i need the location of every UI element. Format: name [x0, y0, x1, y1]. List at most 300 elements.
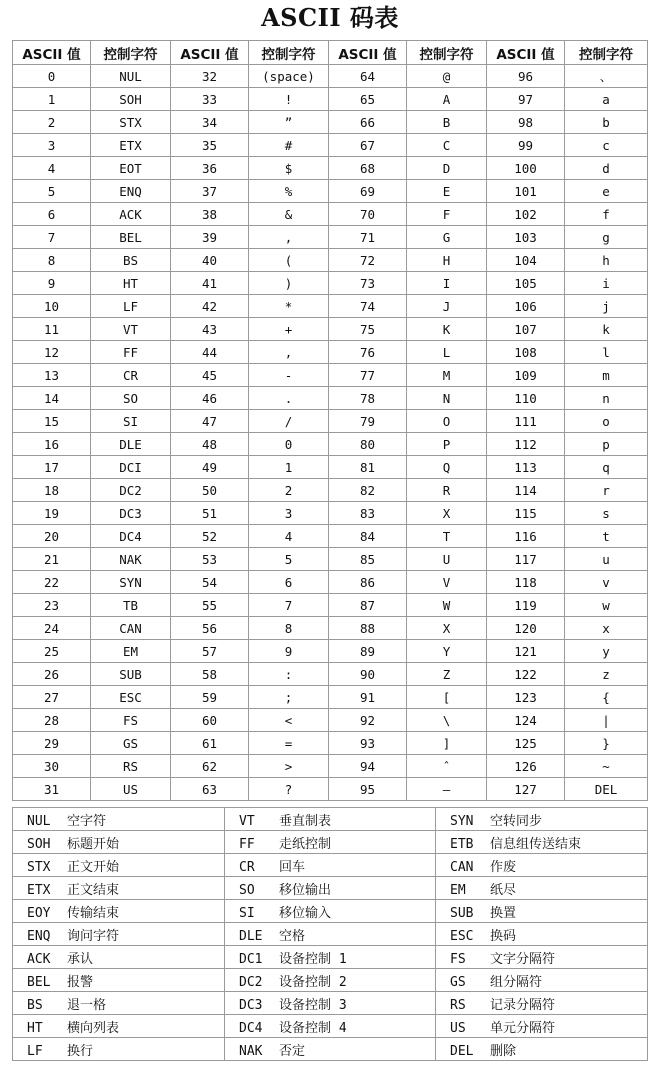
table-row [13, 364, 648, 387]
ascii-value-cell: 61 [171, 732, 249, 755]
character-cell: ” [249, 111, 329, 134]
legend-item [225, 1015, 436, 1038]
table-row [13, 111, 648, 134]
ascii-value-cell: 71 [329, 226, 407, 249]
character-cell: j [565, 295, 648, 318]
table-row [13, 525, 648, 548]
ascii-value-cell: 6 [13, 203, 91, 226]
ascii-value-cell: 79 [329, 410, 407, 433]
character-cell: SOH [91, 88, 171, 111]
ascii-value-cell: 48 [171, 433, 249, 456]
character-cell: SUB [91, 663, 171, 686]
legend-code: EOY [27, 905, 51, 921]
ascii-value-cell: 43 [171, 318, 249, 341]
ascii-value-cell: 2 [13, 111, 91, 134]
table-row [13, 134, 648, 157]
ascii-value-cell: 41 [171, 272, 249, 295]
legend-description: 承认 [67, 951, 94, 967]
character-cell: @ [407, 65, 487, 88]
character-cell: z [565, 663, 648, 686]
character-cell: C [407, 134, 487, 157]
character-cell: x [565, 617, 648, 640]
ascii-value-cell: 40 [171, 249, 249, 272]
ascii-value-cell: 14 [13, 387, 91, 410]
ascii-value-cell: 84 [329, 525, 407, 548]
character-cell: Y [407, 640, 487, 663]
character-cell: DLE [91, 433, 171, 456]
character-cell: h [565, 249, 648, 272]
ascii-value-cell: 119 [487, 594, 565, 617]
ascii-value-cell: 59 [171, 686, 249, 709]
ascii-value-cell: 52 [171, 525, 249, 548]
character-cell: CR [91, 364, 171, 387]
legend-description: 删除 [490, 1043, 517, 1059]
ascii-value-cell: 17 [13, 456, 91, 479]
ascii-value-cell: 106 [487, 295, 565, 318]
character-cell: { [565, 686, 648, 709]
table-row [13, 709, 648, 732]
legend-code: ACK [27, 951, 51, 967]
character-cell: STX [91, 111, 171, 134]
ascii-value-cell: 35 [171, 134, 249, 157]
ascii-value-cell: 12 [13, 341, 91, 364]
character-cell: V [407, 571, 487, 594]
header-control-char: 控制字符 [91, 41, 171, 65]
character-cell: . [249, 387, 329, 410]
ascii-value-cell: 54 [171, 571, 249, 594]
character-cell: SO [91, 387, 171, 410]
legend-description: 垂直制表 [279, 813, 332, 829]
legend-table [12, 807, 648, 1061]
character-cell: B [407, 111, 487, 134]
character-cell: N [407, 387, 487, 410]
legend-description: 文字分隔符 [490, 951, 556, 967]
ascii-value-cell: 21 [13, 548, 91, 571]
ascii-value-cell: 26 [13, 663, 91, 686]
legend-item [225, 808, 436, 831]
ascii-value-cell: 109 [487, 364, 565, 387]
ascii-value-cell: 47 [171, 410, 249, 433]
character-cell: ACK [91, 203, 171, 226]
ascii-value-cell: 87 [329, 594, 407, 617]
ascii-value-cell: 10 [13, 295, 91, 318]
character-cell: L [407, 341, 487, 364]
legend-description: 设备控制 3 [279, 997, 347, 1013]
character-cell: } [565, 732, 648, 755]
character-cell: a [565, 88, 648, 111]
legend-description: 移位输出 [279, 882, 332, 898]
character-cell: H [407, 249, 487, 272]
ascii-value-cell: 27 [13, 686, 91, 709]
table-row [13, 203, 648, 226]
ascii-value-cell: 93 [329, 732, 407, 755]
legend-description: 设备控制 2 [279, 974, 347, 990]
character-cell: P [407, 433, 487, 456]
ascii-value-cell: 114 [487, 479, 565, 502]
legend-code: ETX [27, 882, 51, 898]
character-cell: > [249, 755, 329, 778]
header-control-char: 控制字符 [407, 41, 487, 65]
legend-code: DLE [239, 928, 263, 944]
legend-item [225, 946, 436, 969]
character-cell: , [249, 341, 329, 364]
ascii-value-cell: 118 [487, 571, 565, 594]
legend-row [13, 808, 648, 831]
legend-code: ETB [450, 836, 474, 852]
character-cell: G [407, 226, 487, 249]
ascii-value-cell: 4 [13, 157, 91, 180]
legend-code: SO [239, 882, 255, 898]
legend-row [13, 854, 648, 877]
ascii-value-cell: 51 [171, 502, 249, 525]
ascii-value-cell: 15 [13, 410, 91, 433]
character-cell: VT [91, 318, 171, 341]
character-cell: U [407, 548, 487, 571]
legend-row [13, 992, 648, 1015]
character-cell: ~ [565, 755, 648, 778]
ascii-value-cell: 97 [487, 88, 565, 111]
ascii-value-cell: 18 [13, 479, 91, 502]
table-row [13, 732, 648, 755]
ascii-value-cell: 89 [329, 640, 407, 663]
ascii-value-cell: 56 [171, 617, 249, 640]
ascii-value-cell: 19 [13, 502, 91, 525]
ascii-value-cell: 32 [171, 65, 249, 88]
character-cell: DC2 [91, 479, 171, 502]
legend-item [436, 831, 648, 854]
character-cell: M [407, 364, 487, 387]
ascii-value-cell: 85 [329, 548, 407, 571]
legend-table-body [13, 808, 648, 1061]
legend-description: 标题开始 [67, 836, 120, 852]
character-cell: (space) [249, 65, 329, 88]
character-cell: DEL [565, 778, 648, 801]
character-cell: # [249, 134, 329, 157]
ascii-value-cell: 82 [329, 479, 407, 502]
header-ascii-value: ASCII 值 [329, 41, 407, 65]
legend-row [13, 1015, 648, 1038]
legend-item [13, 900, 225, 923]
legend-code: CR [239, 859, 255, 875]
character-cell: c [565, 134, 648, 157]
table-row [13, 778, 648, 801]
legend-row [13, 1038, 648, 1061]
ascii-value-cell: 124 [487, 709, 565, 732]
ascii-value-cell: 0 [13, 65, 91, 88]
character-cell: ( [249, 249, 329, 272]
legend-code: BEL [27, 974, 51, 990]
legend-description: 正文开始 [67, 859, 120, 875]
ascii-value-cell: 8 [13, 249, 91, 272]
ascii-value-cell: 34 [171, 111, 249, 134]
table-row [13, 433, 648, 456]
character-cell: TB [91, 594, 171, 617]
ascii-value-cell: 62 [171, 755, 249, 778]
table-row [13, 226, 648, 249]
legend-row [13, 831, 648, 854]
legend-description: 换行 [67, 1043, 94, 1059]
legend-description: 纸尽 [490, 882, 517, 898]
ascii-value-cell: 36 [171, 157, 249, 180]
legend-row [13, 877, 648, 900]
table-row [13, 65, 648, 88]
ascii-value-cell: 55 [171, 594, 249, 617]
ascii-value-cell: 72 [329, 249, 407, 272]
character-cell: Q [407, 456, 487, 479]
header-ascii-value: ASCII 值 [13, 41, 91, 65]
legend-item [13, 923, 225, 946]
character-cell: 5 [249, 548, 329, 571]
legend-code: STX [27, 859, 51, 875]
character-cell: DC3 [91, 502, 171, 525]
character-cell: 8 [249, 617, 329, 640]
ascii-value-cell: 96 [487, 65, 565, 88]
character-cell: = [249, 732, 329, 755]
ascii-value-cell: 11 [13, 318, 91, 341]
ascii-value-cell: 1 [13, 88, 91, 111]
character-cell: FS [91, 709, 171, 732]
legend-description: 传输结束 [67, 905, 120, 921]
character-cell: T [407, 525, 487, 548]
header-ascii-value: ASCII 值 [171, 41, 249, 65]
legend-description: 空格 [279, 928, 306, 944]
ascii-value-cell: 111 [487, 410, 565, 433]
ascii-value-cell: 66 [329, 111, 407, 134]
ascii-value-cell: 122 [487, 663, 565, 686]
ascii-value-cell: 104 [487, 249, 565, 272]
character-cell: k [565, 318, 648, 341]
character-cell: ; [249, 686, 329, 709]
legend-code: NAK [239, 1043, 263, 1059]
legend-description: 走纸控制 [279, 836, 332, 852]
character-cell: — [407, 778, 487, 801]
legend-code: ENQ [27, 928, 51, 944]
ascii-value-cell: 65 [329, 88, 407, 111]
page-title: ASCII 码表 [261, 3, 399, 32]
character-cell: 、 [565, 65, 648, 88]
legend-item [225, 923, 436, 946]
ascii-value-cell: 63 [171, 778, 249, 801]
legend-description: 正文结束 [67, 882, 120, 898]
character-cell: v [565, 571, 648, 594]
ascii-value-cell: 50 [171, 479, 249, 502]
ascii-value-cell: 24 [13, 617, 91, 640]
header-control-char: 控制字符 [249, 41, 329, 65]
legend-code: NUL [27, 813, 51, 829]
legend-code: SUB [450, 905, 474, 921]
character-cell: q [565, 456, 648, 479]
character-cell: - [249, 364, 329, 387]
character-cell: : [249, 663, 329, 686]
table-header-row [13, 41, 648, 65]
ascii-value-cell: 90 [329, 663, 407, 686]
ascii-value-cell: 20 [13, 525, 91, 548]
ascii-value-cell: 60 [171, 709, 249, 732]
character-cell: [ [407, 686, 487, 709]
ascii-value-cell: 16 [13, 433, 91, 456]
character-cell: EM [91, 640, 171, 663]
table-row [13, 571, 648, 594]
character-cell: f [565, 203, 648, 226]
legend-description: 退一格 [67, 997, 107, 1013]
character-cell: Z [407, 663, 487, 686]
ascii-value-cell: 74 [329, 295, 407, 318]
legend-item [225, 992, 436, 1015]
character-cell: DC4 [91, 525, 171, 548]
legend-item [436, 923, 648, 946]
character-cell: SI [91, 410, 171, 433]
ascii-value-cell: 81 [329, 456, 407, 479]
legend-item [13, 1015, 225, 1038]
character-cell: 1 [249, 456, 329, 479]
character-cell: BS [91, 249, 171, 272]
character-cell: 0 [249, 433, 329, 456]
legend-code: LF [27, 1043, 43, 1059]
table-row [13, 272, 648, 295]
legend-row [13, 923, 648, 946]
legend-item [13, 946, 225, 969]
ascii-value-cell: 78 [329, 387, 407, 410]
character-cell: ESC [91, 686, 171, 709]
ascii-value-cell: 107 [487, 318, 565, 341]
ascii-value-cell: 75 [329, 318, 407, 341]
ascii-value-cell: 9 [13, 272, 91, 295]
ascii-value-cell: 28 [13, 709, 91, 732]
character-cell: % [249, 180, 329, 203]
character-cell: s [565, 502, 648, 525]
legend-item [436, 808, 648, 831]
table-row [13, 640, 648, 663]
ascii-value-cell: 117 [487, 548, 565, 571]
ascii-value-cell: 91 [329, 686, 407, 709]
legend-item [436, 877, 648, 900]
ascii-value-cell: 113 [487, 456, 565, 479]
character-cell: e [565, 180, 648, 203]
legend-item [13, 854, 225, 877]
legend-item [436, 946, 648, 969]
character-cell: BEL [91, 226, 171, 249]
table-row [13, 157, 648, 180]
ascii-value-cell: 69 [329, 180, 407, 203]
ascii-value-cell: 44 [171, 341, 249, 364]
ascii-value-cell: 92 [329, 709, 407, 732]
ascii-value-cell: 73 [329, 272, 407, 295]
ascii-value-cell: 94 [329, 755, 407, 778]
ascii-value-cell: 29 [13, 732, 91, 755]
legend-code: VT [239, 813, 255, 829]
table-row [13, 295, 648, 318]
table-row [13, 479, 648, 502]
ascii-value-cell: 120 [487, 617, 565, 640]
ascii-value-cell: 33 [171, 88, 249, 111]
character-cell: E [407, 180, 487, 203]
ascii-value-cell: 5 [13, 180, 91, 203]
ascii-table-body [13, 65, 648, 801]
character-cell: m [565, 364, 648, 387]
legend-item [436, 992, 648, 1015]
legend-description: 空转同步 [490, 813, 543, 829]
ascii-value-cell: 101 [487, 180, 565, 203]
ascii-value-cell: 86 [329, 571, 407, 594]
ascii-value-cell: 103 [487, 226, 565, 249]
legend-code: FF [239, 836, 255, 852]
ascii-value-cell: 115 [487, 502, 565, 525]
ascii-value-cell: 22 [13, 571, 91, 594]
character-cell: X [407, 502, 487, 525]
ascii-value-cell: 121 [487, 640, 565, 663]
ascii-value-cell: 67 [329, 134, 407, 157]
table-row [13, 318, 648, 341]
character-cell: I [407, 272, 487, 295]
legend-code: DC1 [239, 951, 263, 967]
legend-code: DC3 [239, 997, 263, 1013]
legend-description: 组分隔符 [490, 974, 543, 990]
character-cell: 2 [249, 479, 329, 502]
character-cell: D [407, 157, 487, 180]
legend-code: CAN [450, 859, 474, 875]
ascii-value-cell: 77 [329, 364, 407, 387]
ascii-value-cell: 57 [171, 640, 249, 663]
legend-description: 作废 [490, 859, 517, 875]
character-cell: GS [91, 732, 171, 755]
character-cell: ? [249, 778, 329, 801]
legend-item [13, 992, 225, 1015]
character-cell: SYN [91, 571, 171, 594]
ascii-value-cell: 64 [329, 65, 407, 88]
ascii-value-cell: 76 [329, 341, 407, 364]
ascii-value-cell: 83 [329, 502, 407, 525]
character-cell: d [565, 157, 648, 180]
ascii-value-cell: 80 [329, 433, 407, 456]
ascii-value-cell: 37 [171, 180, 249, 203]
legend-description: 设备控制 4 [279, 1020, 347, 1036]
legend-description: 记录分隔符 [490, 997, 556, 1013]
character-cell: o [565, 410, 648, 433]
character-cell: + [249, 318, 329, 341]
character-cell: RS [91, 755, 171, 778]
table-row [13, 755, 648, 778]
ascii-table [12, 40, 648, 801]
table-row [13, 663, 648, 686]
character-cell: R [407, 479, 487, 502]
ascii-value-cell: 70 [329, 203, 407, 226]
legend-code: DC4 [239, 1020, 263, 1036]
character-cell: NAK [91, 548, 171, 571]
character-cell: W [407, 594, 487, 617]
character-cell: 3 [249, 502, 329, 525]
character-cell: ˆ [407, 755, 487, 778]
character-cell: 4 [249, 525, 329, 548]
table-row [13, 686, 648, 709]
character-cell: i [565, 272, 648, 295]
legend-code: ESC [450, 928, 474, 944]
ascii-value-cell: 125 [487, 732, 565, 755]
character-cell: | [565, 709, 648, 732]
ascii-value-cell: 127 [487, 778, 565, 801]
character-cell: 9 [249, 640, 329, 663]
ascii-value-cell: 98 [487, 111, 565, 134]
character-cell: / [249, 410, 329, 433]
ascii-value-cell: 126 [487, 755, 565, 778]
table-row [13, 617, 648, 640]
legend-description: 移位输入 [279, 905, 332, 921]
legend-item [13, 831, 225, 854]
table-row [13, 594, 648, 617]
legend-description: 换置 [490, 905, 517, 921]
legend-item [225, 1038, 436, 1061]
ascii-value-cell: 49 [171, 456, 249, 479]
ascii-value-cell: 99 [487, 134, 565, 157]
